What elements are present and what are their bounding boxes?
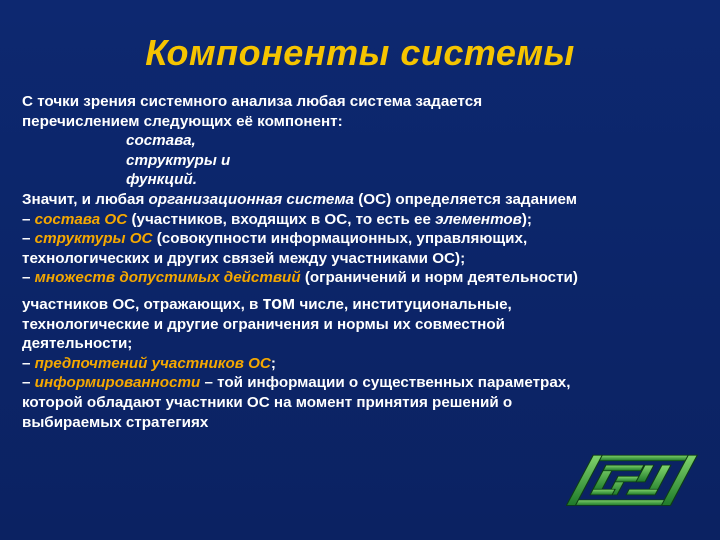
term-actions: множеств допустимых действий <box>34 269 301 287</box>
item-emphasis: элементов <box>435 210 522 228</box>
dash: – <box>22 210 35 228</box>
list-item-actions-cont-3: деятельности; <box>22 335 133 353</box>
definition-term: организационная система <box>148 190 355 208</box>
list-item-actions-cont-1 <box>22 294 702 315</box>
intro-line-2: перечислением следующих её компонент: <box>22 112 343 130</box>
list-item-awareness-cont-2: выбираемых стратегиях <box>22 413 209 431</box>
term-preferences: предпочтений участников ОС <box>34 354 271 372</box>
term-structure: структуры ОС <box>34 230 153 248</box>
definition-text-c: (ОС) определяется заданием <box>354 190 578 208</box>
list-item-composition <box>22 210 702 230</box>
item-text: – той информации о существенных параметрах, <box>200 374 571 392</box>
green-maze-icon <box>566 434 698 524</box>
item-text-end: ); <box>521 210 532 228</box>
item-text-large: том <box>262 292 296 313</box>
intro-item-functions: функций. <box>126 171 197 189</box>
intro-line-1: С точки зрения системного анализа любая система задается <box>22 93 483 110</box>
dash: – <box>22 374 35 392</box>
intro-item-structure: структуры и <box>126 151 231 169</box>
dash: – <box>22 230 35 248</box>
item-text: числе, институциональные, <box>295 295 512 313</box>
list-item-preferences <box>22 354 702 374</box>
dash: – <box>22 269 35 287</box>
slide-title: Компоненты системы <box>145 32 575 73</box>
list-item-actions-cont-2: технологические и другие ограничения и нормы их совместной <box>22 315 505 333</box>
item-text: (совокупности информационных, управляющих, <box>152 230 528 248</box>
item-text: ; <box>270 354 276 372</box>
list-item-structure <box>22 229 702 249</box>
list-item-awareness <box>22 373 702 393</box>
list-item-structure-cont: технологических и других связей между участниками ОС); <box>22 249 466 267</box>
item-text: (ограничений и норм деятельности) <box>300 269 578 287</box>
list-item-awareness-cont-1: которой обладают участники ОС на момент принятия решений о <box>22 393 513 411</box>
intro-item-composition: состава, <box>126 132 196 150</box>
item-text: (участников, входящих в ОС, то есть ее <box>127 210 436 228</box>
definition-text-a: Значит, и любая <box>22 190 149 208</box>
slide-body <box>22 92 702 432</box>
list-item-actions <box>22 268 702 288</box>
term-composition: состава ОС <box>34 210 128 228</box>
dash: – <box>22 354 35 372</box>
term-awareness: информированности <box>34 374 201 392</box>
item-text: участников ОС, отражающих, в <box>22 295 263 313</box>
definition-line <box>22 190 702 210</box>
